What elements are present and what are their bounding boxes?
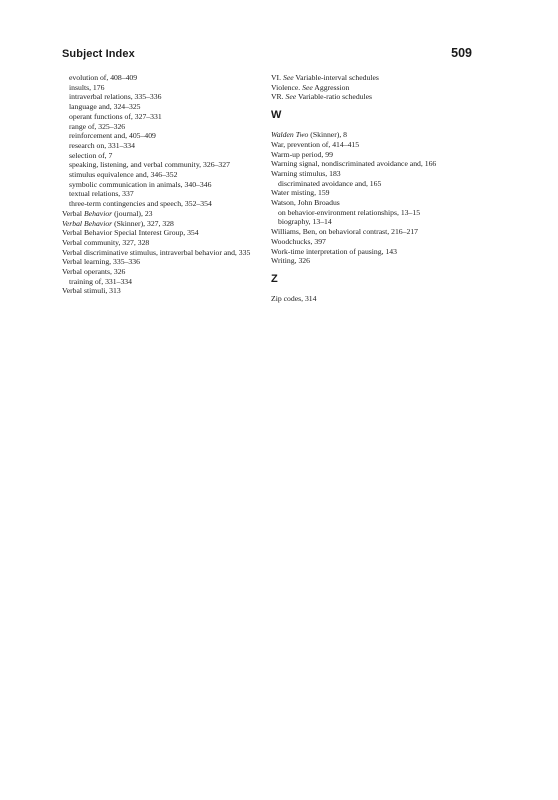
index-entry: Warning signal, nondiscriminated avoidance and, 166 [271,159,437,169]
index-entry: Verbal community, 327, 328 [62,237,150,247]
index-subentry: research on, 331–334 [69,140,135,150]
index-group-z [271,294,476,304]
index-entry: Violence. See Aggression [271,82,350,92]
index-subentry: operant functions of, 327–331 [69,111,162,121]
index-subentry: insults, 176 [69,82,105,92]
index-subentry: language and, 324–325 [69,102,141,112]
index-group-w [271,130,476,266]
index-subentry: symbolic communication in animals, 340–346 [69,179,212,189]
index-subentry: range of, 325–326 [69,121,126,131]
index-subentry: discriminated avoidance and, 165 [278,178,382,188]
index-entry: Verbal operants, 326 [62,267,126,277]
section-letter-z: Z [271,272,278,285]
index-subentry: reinforcement and, 405–409 [69,131,156,141]
index-subentry: on behavior-environment relationships, 13–15 [278,207,421,217]
index-entry: War, prevention of, 414–415 [271,139,360,149]
index-entry: Watson, John Broadus [271,198,340,208]
running-head [62,46,472,60]
index-entry: Verbal stimuli, 313 [62,286,121,296]
index-entry: Water misting, 159 [271,188,330,198]
index-entry: Warning stimulus, 183 [271,168,341,178]
index-subentry: speaking, listening, and verbal community, 326–327 [69,160,230,170]
index-entry: Writing, 326 [271,256,310,266]
index-subentry: selection of, 7 [69,150,113,160]
index-subentry: three-term contingencies and speech, 352–354 [69,199,212,209]
index-entry: Zip codes, 314 [271,293,317,303]
page-number: 509 [451,46,472,60]
index-entry: Verbal Behavior (Skinner), 327, 328 [62,218,174,228]
index-subentry: training of, 331–334 [69,276,132,286]
index-column-left [62,73,260,296]
index-entry: Williams, Ben, on behavioral contrast, 216–217 [271,227,419,237]
index-entry: Verbal discriminative stimulus, intraverbal behavior and, 335 [62,247,251,257]
index-entry: Work-time interpretation of pausing, 143 [271,246,397,256]
index-subentry: stimulus equivalence and, 346–352 [69,170,178,180]
running-head-title: Subject Index [62,48,135,60]
index-entry: VI. See Variable-interval schedules [271,73,379,82]
index-group-v [271,73,476,102]
index-entry: VR. See Variable-ratio schedules [271,92,373,102]
index-entry: Warm-up period, 99 [271,149,333,159]
index-subentry: evolution of, 408–409 [69,73,138,82]
index-entry: Verbal Behavior (journal), 23 [62,208,153,218]
index-entry: Walden Two (Skinner), 8 [271,130,348,140]
index-entry: Verbal learning, 335–336 [62,257,140,267]
index-subentry: biography, 13–14 [278,217,332,227]
index-entry: Verbal Behavior Special Interest Group, 354 [62,228,199,238]
index-subentry: intraverbal relations, 335–336 [69,92,162,102]
index-column-right [271,73,476,304]
index-subentry: textual relations, 337 [69,189,134,199]
index-entry: Woodchucks, 397 [271,236,326,246]
section-letter-w: W [271,109,282,122]
